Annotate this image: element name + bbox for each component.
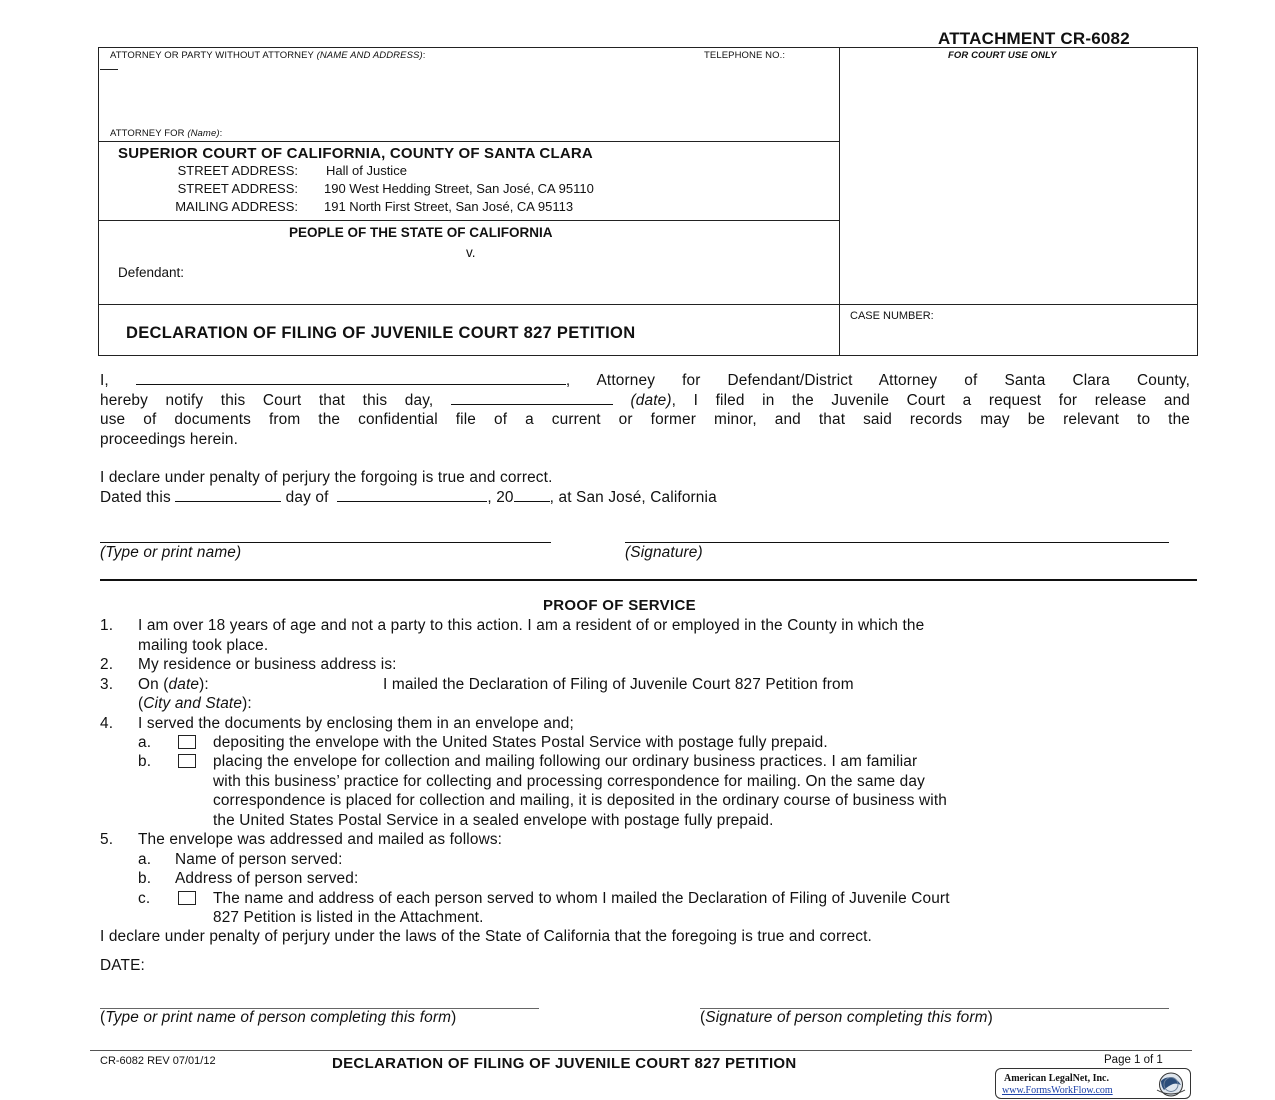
item-5b: Address of person served: xyxy=(175,870,359,887)
item-4b-line: correspondence is placed for collection and mailing, it is deposited in the ordinary course of business with xyxy=(213,792,947,809)
footer-title: DECLARATION OF FILING OF JUVENILE COURT 827 PETITION xyxy=(332,1055,797,1072)
date-label: DATE: xyxy=(100,957,145,974)
footer-rule xyxy=(90,1050,1192,1051)
telephone-label: TELEPHONE NO.: xyxy=(704,50,786,61)
street-address-value: 190 West Hedding Street, San José, CA 95110 xyxy=(324,181,594,196)
attachment-list-checkbox[interactable] xyxy=(178,891,196,905)
street-address-label: STREET ADDRESS: xyxy=(177,163,298,178)
proof-perjury: I declare under penalty of perjury under the laws of the State of California that the foregoing is true and correct. xyxy=(100,928,872,945)
defendant-label: Defendant: xyxy=(118,265,185,280)
page-number: Page 1 of 1 xyxy=(1104,1054,1163,1066)
item-2: My residence or business address is: xyxy=(138,656,397,673)
item-number: 5. xyxy=(100,831,114,848)
caption-rule xyxy=(99,220,839,221)
caption-rule xyxy=(99,304,1198,305)
court-name: SUPERIOR COURT OF CALIFORNIA, COUNTY OF SANTA CLARA xyxy=(118,145,593,162)
dated-line: Dated this day of , 20 , at San José, California xyxy=(100,489,717,506)
item-letter: b. xyxy=(138,753,152,770)
server-name-caption: (Type or print name of person completing this form) xyxy=(100,1009,457,1026)
business-mailing-checkbox[interactable] xyxy=(178,754,196,768)
attorney-input-mark[interactable] xyxy=(100,69,118,70)
mailing-address-value: 191 North First Street, San José, CA 95113 xyxy=(324,199,574,214)
publisher-url: www.FormsWorkFlow.com xyxy=(1002,1085,1113,1096)
publisher-name: American LegalNet, Inc. xyxy=(1004,1073,1109,1084)
attorney-for-label: ATTORNEY FOR (Name): xyxy=(110,128,223,139)
court-use-label: FOR COURT USE ONLY xyxy=(948,50,1057,61)
item-5: The envelope was addressed and mailed as follows: xyxy=(138,831,503,848)
caption-divider xyxy=(839,48,840,356)
item-letter: b. xyxy=(138,870,152,887)
item-3-on-date: On (date): xyxy=(138,676,209,693)
item-5c-line-1: The name and address of each person served to whom I mailed the Declaration of Filing of Juvenile Court xyxy=(213,890,950,907)
form-revision: CR-6082 REV 07/01/12 xyxy=(100,1055,216,1067)
item-5c-line-2: 827 Petition is listed in the Attachment. xyxy=(213,909,484,926)
form-title: DECLARATION OF FILING OF JUVENILE COURT 827 PETITION xyxy=(126,324,636,342)
proof-title: PROOF OF SERVICE xyxy=(543,597,696,614)
item-number: 2. xyxy=(100,656,114,673)
people-label: PEOPLE OF THE STATE OF CALIFORNIA xyxy=(289,225,553,240)
declaration-line-4: proceedings herein. xyxy=(100,431,239,448)
signature-caption: (Signature) xyxy=(625,544,703,561)
item-letter: c. xyxy=(138,890,151,907)
street-address-label: STREET ADDRESS: xyxy=(177,181,298,196)
item-number: 3. xyxy=(100,676,114,693)
dated-day-blank[interactable] xyxy=(175,488,281,502)
declaration-line-2: hereby notify this Court that this day, (date), I filed in the Juvenile Court a request for release and xyxy=(100,392,1190,409)
mailing-address-label: MAILING ADDRESS: xyxy=(175,199,298,214)
item-3-city: (City and State): xyxy=(138,695,252,712)
dated-year-blank[interactable] xyxy=(514,488,550,502)
attachment-title: ATTACHMENT CR-6082 xyxy=(938,29,1130,48)
caption-rule xyxy=(99,141,839,142)
item-4b-line: placing the envelope for collection and mailing following our ordinary business practices. I am familiar xyxy=(213,753,918,770)
item-letter: a. xyxy=(138,851,152,868)
declaration-line-3: use of documents from the confidential file of a current or former minor, and that said records may be relevant to the xyxy=(100,411,1190,428)
case-number-label: CASE NUMBER: xyxy=(850,310,934,322)
declaration-perjury: I declare under penalty of perjury the forgoing is true and correct. xyxy=(100,469,553,486)
versus-label: v. xyxy=(466,245,476,260)
print-name-caption: (Type or print name) xyxy=(100,544,242,561)
item-letter: a. xyxy=(138,734,152,751)
item-number: 4. xyxy=(100,715,114,732)
item-1-line-1: I am over 18 years of age and not a party to this action. I am a resident of or employed in the County in which the xyxy=(138,617,925,634)
item-4: I served the documents by enclosing them in an envelope and; xyxy=(138,715,574,732)
item-1-line-2: mailing took place. xyxy=(138,637,269,654)
attorney-label: ATTORNEY OR PARTY WITHOUT ATTORNEY (NAME AND ADDRESS): xyxy=(110,50,426,61)
dated-month-blank[interactable] xyxy=(337,488,487,502)
date-blank[interactable] xyxy=(451,391,613,405)
item-3-mailed: I mailed the Declaration of Filing of Juvenile Court 827 Petition from xyxy=(383,676,854,693)
item-4b-line: the United States Postal Service in a sealed envelope with postage fully prepaid. xyxy=(213,812,774,829)
declaration-line-1: I, , Attorney for Defendant/District Attorney of Santa Clara County, xyxy=(100,372,1190,389)
street-address-value: Hall of Justice xyxy=(326,163,407,178)
signature-line[interactable] xyxy=(625,542,1169,543)
publisher-logo xyxy=(995,1068,1191,1099)
item-5a: Name of person served: xyxy=(175,851,343,868)
item-4b-line: with this business’ practice for collecting and processing correspondence for mailing. On the same day xyxy=(213,773,925,790)
attorney-name-blank[interactable] xyxy=(136,371,566,385)
globe-icon xyxy=(1154,1071,1188,1098)
item-4a: depositing the envelope with the United States Postal Service with postage fully prepaid. xyxy=(213,734,828,751)
item-number: 1. xyxy=(100,617,114,634)
postal-deposit-checkbox[interactable] xyxy=(178,735,196,749)
server-signature-caption: (Signature of person completing this form) xyxy=(700,1009,993,1026)
section-divider xyxy=(100,579,1197,581)
